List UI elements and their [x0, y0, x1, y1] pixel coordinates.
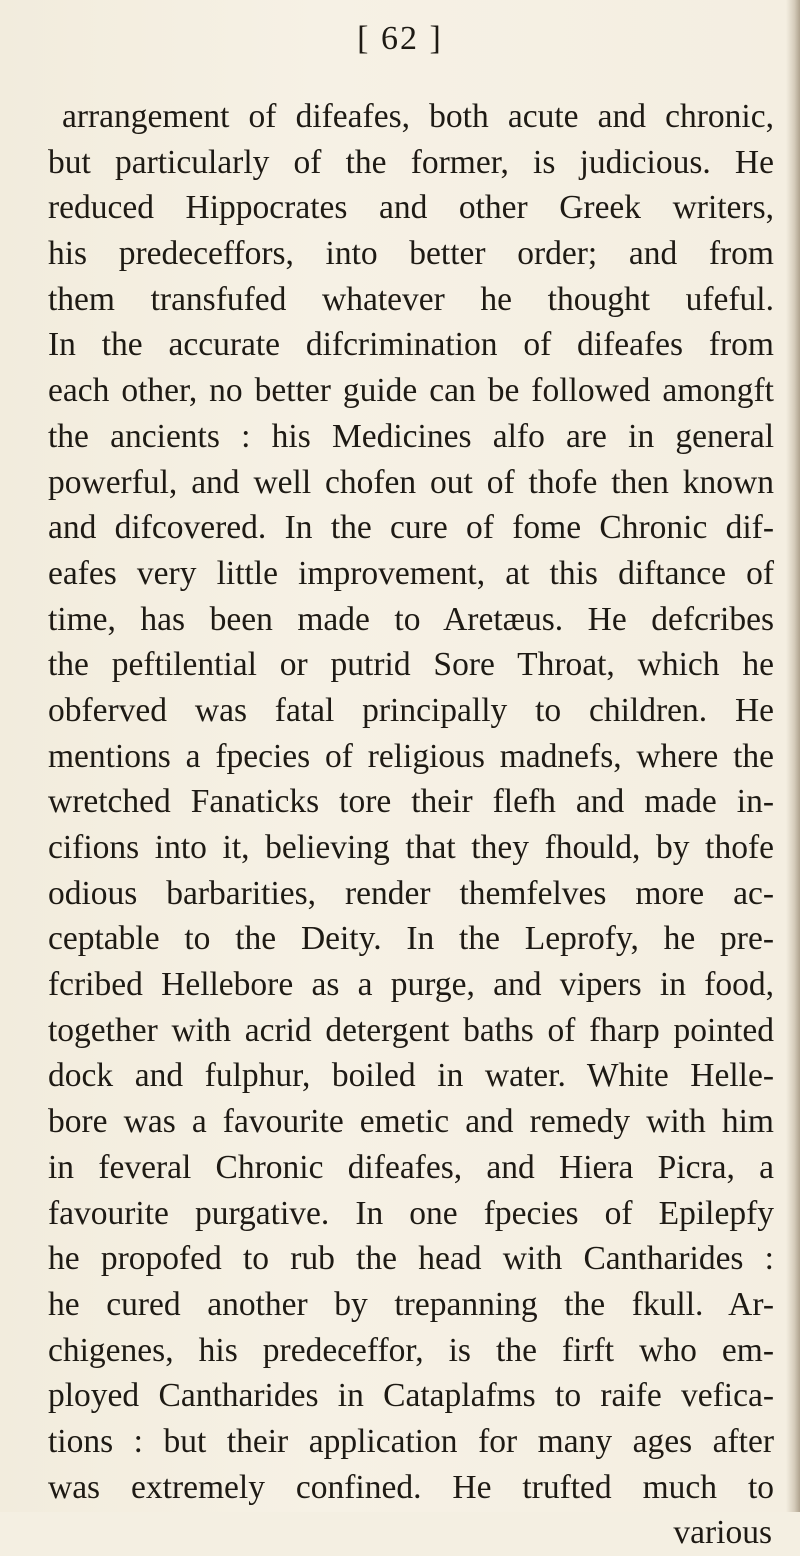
text-line: the peftilential or putrid Sore Throat, which he — [48, 646, 774, 684]
text-line: favourite purgative. In one fpecies of Epilepfy — [48, 1194, 774, 1232]
text-line: odious barbarities, render themfelves more ac- — [48, 874, 774, 912]
text-line: ceptable to the Deity. In the Leprofy, he pre- — [48, 920, 774, 958]
text-line: his predeceffors, into better order; and from — [48, 235, 774, 273]
text-line: mentions a fpecies of religious madnefs, where the — [48, 737, 774, 775]
text-line: In the accurate difcrimination of difeafes from — [48, 326, 774, 364]
text-line: and difcovered. In the cure of fome Chronic dif- — [48, 509, 774, 547]
body-text — [48, 94, 774, 1556]
text-line: obferved was fatal principally to children. He — [48, 691, 774, 729]
text-line: reduced Hippocrates and other Greek writers, — [48, 189, 774, 227]
text-line: in feveral Chronic difeafes, and Hiera Picra, a — [48, 1148, 774, 1186]
text-line: together with acrid detergent baths of fharp pointed — [48, 1011, 774, 1049]
page-edge-shadow — [786, 0, 800, 1512]
text-line: cifions into it, believing that they fhould, by thofe — [48, 829, 774, 866]
text-line: tions : but their application for many ages after — [48, 1422, 774, 1460]
text-line: ployed Cantharides in Cataplafms to raife vefica- — [48, 1377, 774, 1415]
text-line: he cured another by trepanning the fkull. Ar- — [48, 1285, 774, 1323]
text-line: was extremely confined. He trufted much to — [48, 1468, 774, 1506]
text-line: but particularly of the former, is judicious. He — [48, 143, 774, 181]
text-line: fcribed Hellebore as a purge, and vipers in food, — [48, 966, 774, 1004]
text-line: wretched Fanaticks tore their flefh and made in- — [48, 783, 774, 821]
page-number: [ 62 ] — [357, 20, 443, 57]
text-line: the ancients : his Medicines alfo are in general — [48, 417, 774, 455]
text-line: each other, no better guide can be followed amongft — [48, 372, 774, 410]
text-line: bore was a favourite emetic and remedy with him — [48, 1103, 774, 1141]
text-line: time, has been made to Aretæus. He defcribes — [48, 600, 774, 638]
text-line: he propofed to rub the head with Cantharides : — [48, 1240, 774, 1278]
text-line: them transfufed whatever he thought ufeful. — [48, 280, 774, 318]
text-line: dock and fulphur, boiled in water. White Helle- — [48, 1057, 774, 1095]
text-line: powerful, and well chofen out of thofe then known — [48, 463, 774, 501]
text-line: arrangement of difeafes, both acute and chronic, — [62, 98, 774, 135]
text-line: eafes very little improvement, at this diftance of — [48, 554, 774, 592]
catchword: various — [673, 1514, 772, 1552]
text-line: chigenes, his predeceffor, is the firft who em- — [48, 1331, 774, 1369]
